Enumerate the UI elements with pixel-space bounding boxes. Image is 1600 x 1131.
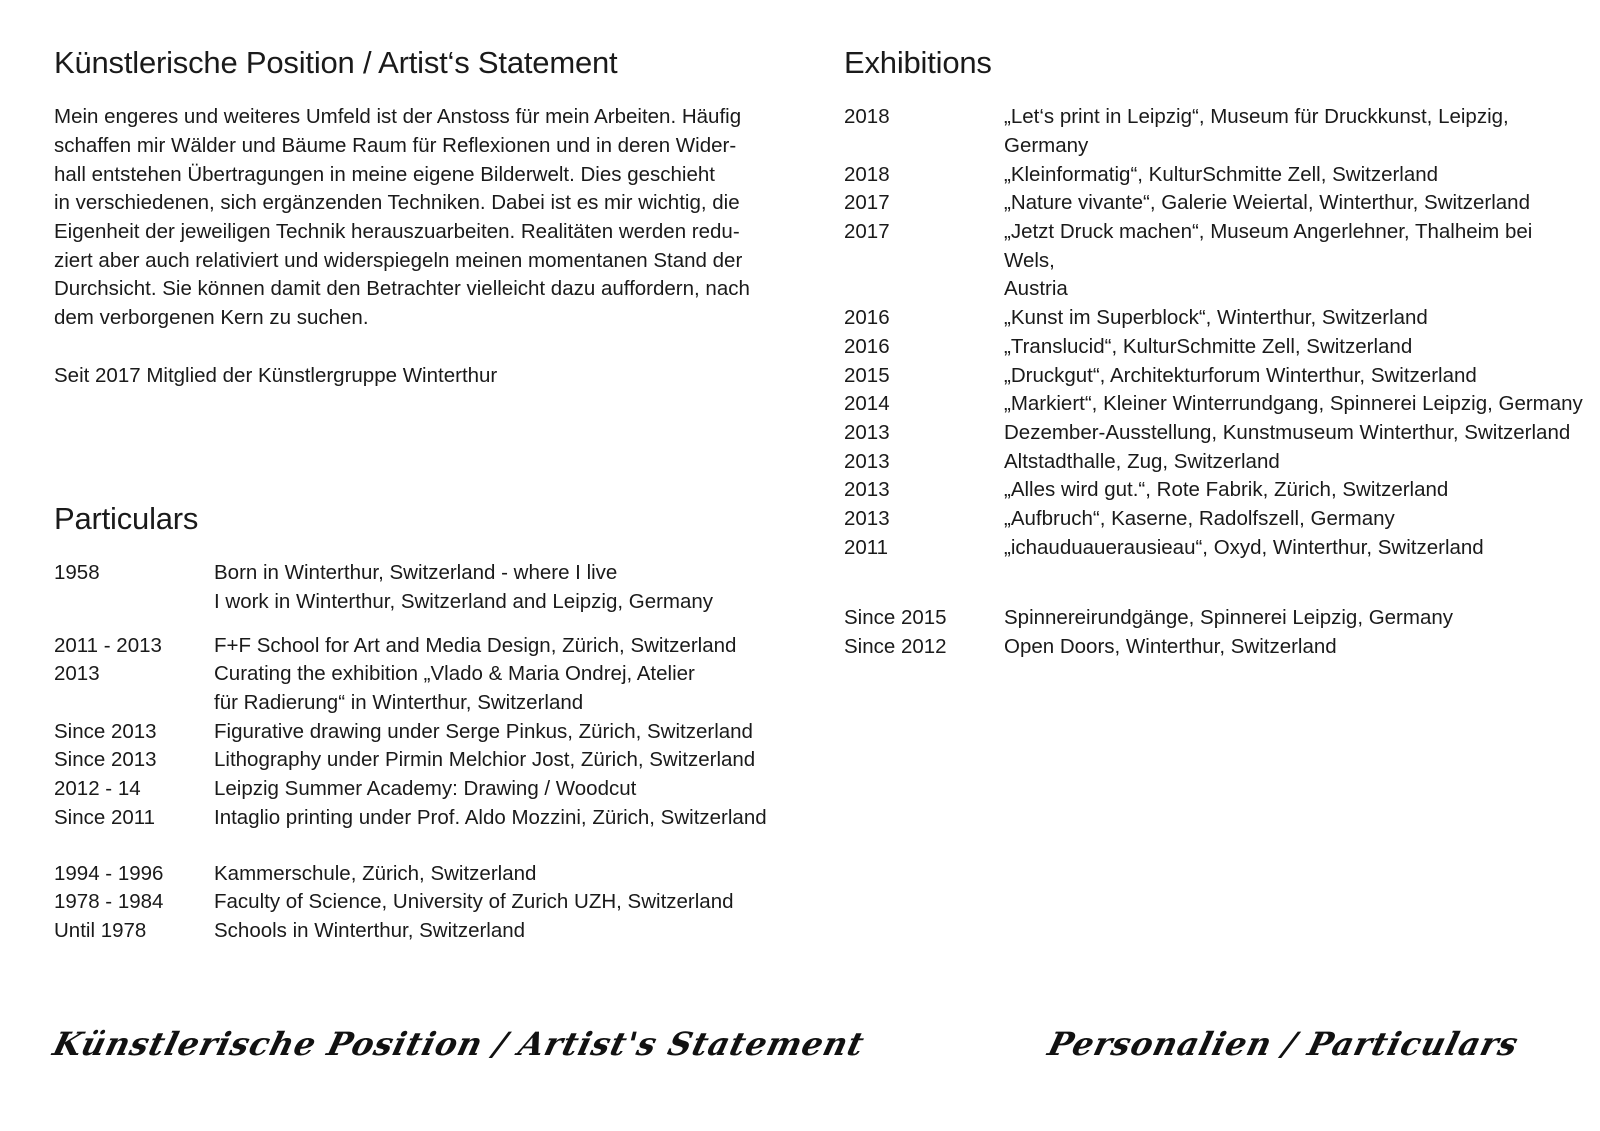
item-text: „Alles wird gut.“, Rote Fabrik, Zürich, Switzerland [1004,478,1449,502]
item-year: 2016 [844,306,890,330]
spacer [54,617,794,632]
item-year: 1994 - 1996 [54,861,164,885]
item-year: Since 2013 [54,748,157,772]
statement-text [54,103,774,333]
item-year: 2013 [844,478,890,502]
list-item [54,746,794,775]
item-year: 1958 [54,561,100,585]
item-text: Altstadthalle, Zug, Switzerland [1004,449,1280,473]
item-year [844,275,1004,304]
statement-line: ziert aber auch relativiert und widerspiegeln meinen momentanen Stand der [54,248,743,272]
item-text: „Jetzt Druck machen“, Museum Angerlehner, Thalheim bei Wels, [1004,220,1533,272]
spacer [54,833,794,860]
list-item [54,660,794,689]
item-text: Austria [1004,277,1068,301]
list-item [844,189,1584,218]
item-year [54,588,214,617]
list-item [844,304,1584,333]
item-text: Kammerschule, Zürich, Switzerland [214,861,537,885]
exhibitions-list [844,103,1584,562]
item-text: „Nature vivante“, Galerie Weiertal, Winterthur, Switzerland [1004,191,1530,215]
item-year: Since 2013 [54,719,157,743]
item-year: 2011 - 2013 [54,633,162,657]
item-text: Faculty of Science, University of Zurich UZH, Switzerland [214,890,734,914]
membership-note: Seit 2017 Mitglied der Künstlergruppe Winterthur [54,363,498,387]
list-item [54,632,794,661]
item-text: „Kunst im Superblock“, Winterthur, Switzerland [1004,306,1428,330]
item-text: „Let‘s print in Leipzig“, Museum für Druckkunst, Leipzig, Germany [1004,105,1509,157]
list-item [54,775,794,804]
list-item [844,604,1584,633]
list-item [54,860,794,889]
item-year: 2016 [844,334,890,358]
item-text: I work in Winterthur, Switzerland and Leipzig, Germany [214,589,714,613]
statement-section [54,44,774,390]
list-item [844,633,1584,662]
list-item [844,275,1584,304]
item-text: Curating the exhibition „Vlado & Maria Ondrej, Atelier [214,662,695,686]
item-year: 2017 [844,191,890,215]
item-text: Dezember-Ausstellung, Kunstmuseum Winterthur, Switzerland [1004,420,1571,444]
statement-title: Künstlerische Position / Artist‘s Statement [54,45,618,80]
list-item [844,534,1584,563]
list-item [844,476,1584,505]
item-year: 2013 [844,449,890,473]
item-year: Since 2011 [54,805,156,829]
list-item [54,804,794,833]
item-year: 1978 - 1984 [54,890,164,914]
item-year: 2018 [844,162,890,186]
particulars-section [54,500,794,946]
item-year: Until 1978 [54,918,147,942]
list-item [844,448,1584,477]
item-year [54,689,214,718]
item-text: Intaglio printing under Prof. Aldo Mozzini, Zürich, Switzerland [214,805,767,829]
item-text: Spinnereirundgänge, Spinnerei Leipzig, Germany [1004,606,1454,630]
item-text: „Markiert“, Kleiner Winterrundgang, Spinnerei Leipzig, Germany [1004,392,1583,416]
item-text: Figurative drawing under Serge Pinkus, Zürich, Switzerland [214,719,753,743]
list-item [54,689,794,718]
exhibitions-title: Exhibitions [844,45,992,80]
particulars-list [54,559,794,945]
list-item [844,161,1584,190]
recurring-exhibitions-list [844,604,1584,661]
list-item [54,588,794,617]
statement-line: Durchsicht. Sie können damit den Betrachter vielleicht dazu auffordern, nach [54,277,750,301]
item-year: 2013 [844,507,890,531]
handwritten-caption-right: Personalien / Particulars [1044,1025,1523,1063]
handwritten-caption-left: Künstlerische Position / Artist's Statement [49,1025,869,1063]
item-year: 2012 - 14 [54,777,141,801]
item-text: Lithography under Pirmin Melchior Jost, Zürich, Switzerland [214,748,756,772]
statement-line: dem verborgenen Kern zu suchen. [54,306,369,330]
list-item [54,559,794,588]
item-text: Leipzig Summer Academy: Drawing / Woodcut [214,777,637,801]
item-year: 2013 [54,662,100,686]
item-text: für Radierung“ in Winterthur, Switzerland [214,691,584,714]
list-item [844,218,1584,275]
list-item [844,362,1584,391]
item-year: 2014 [844,392,890,416]
list-item [54,888,794,917]
statement-line: hall entstehen Übertragungen in meine eigene Bilderwelt. Dies geschieht [54,162,715,186]
item-year: 2018 [844,105,890,129]
item-text: F+F School for Art and Media Design, Zürich, Switzerland [214,633,737,657]
statement-line: schaffen mir Wälder und Bäume Raum für Reflexionen und in deren Wider- [54,133,737,157]
item-year: 2013 [844,420,890,444]
list-item [844,103,1584,160]
item-year: 2011 [844,535,889,559]
list-item [54,917,794,946]
exhibitions-section [844,44,1584,662]
item-text: „Translucid“, KulturSchmitte Zell, Switzerland [1004,334,1413,358]
item-year: 2015 [844,363,890,387]
item-text: „ichauduauerausieau“, Oxyd, Winterthur, Switzerland [1004,535,1484,559]
item-text: Born in Winterthur, Switzerland - where I live [214,561,618,585]
item-year: 2017 [844,220,890,243]
item-text: „Druckgut“, Architekturforum Winterthur, Switzerland [1004,363,1477,387]
list-item [844,419,1584,448]
list-item [844,505,1584,534]
item-year: Since 2012 [844,635,947,659]
statement-line: Eigenheit der jeweiligen Technik herauszuarbeiten. Realitäten werden redu- [54,220,740,243]
list-item [844,390,1584,419]
list-item [54,718,794,747]
statement-line: in verschiedenen, sich ergänzenden Techniken. Dabei ist es mir wichtig, die [54,191,740,215]
item-text: Schools in Winterthur, Switzerland [214,918,526,942]
item-text: Open Doors, Winterthur, Switzerland [1004,635,1337,659]
item-text: „Kleinformatig“, KulturSchmitte Zell, Switzerland [1004,162,1439,186]
item-year: Since 2015 [844,606,947,630]
item-text: „Aufbruch“, Kaserne, Radolfszell, Germany [1004,507,1395,531]
statement-line: Mein engeres und weiteres Umfeld ist der Anstoss für mein Arbeiten. Häufig [54,105,742,129]
particulars-title: Particulars [54,501,199,536]
list-item [844,333,1584,362]
